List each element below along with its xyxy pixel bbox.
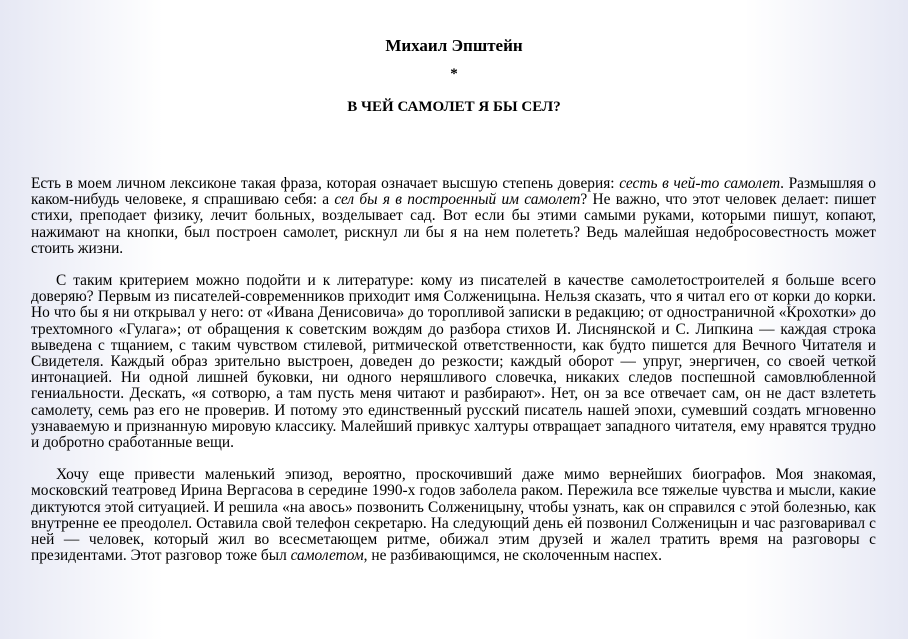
paragraph-2 [31, 273, 876, 451]
paragraph-1 [31, 176, 876, 257]
paragraph-text: Есть в моем личном лексиконе такая фраза, которая означает высшую степень доверия: [31, 175, 620, 192]
title-separator: * [450, 66, 458, 82]
italic-phrase: сел бы я в построенный им самолет [334, 191, 581, 209]
paragraph-text: . Размышляя о каком-нибудь человеке, я спрашиваю себя: а [31, 175, 876, 209]
italic-phrase: сесть в чей-то самолет [619, 175, 781, 192]
paragraph-text: С таким критерием можно подойти и к литературе: кому из писателей в качестве самолетостроителей я больше всего доверяю? Первым из писателей-современников приходит имя Солженицына. Нельзя сказать, что я читал его от корки до корки. Но что бы я ни открывал у него: от «Ивана Денисовича» до торопливой записки в редакцию; от одностраничной «Крохотки» до трехтомного «Гулага»; от обращения к советским вождям до разбора стихов И. Лиснянской и С. Липкина — каждая строка выведена с тщанием, с таким чувством стилевой, ритмической ответственности, как будто пишется для Вечного Читателя и Свидетеля. Каждый образ зрительно выстроен, доведен до резкости; каждый оборот — упруг, энергичен, со своей четкой интонацией. Ни одной лишней буковки, ни одного неряшливого словечка, никаких следов поспешной самовлюбленной гениальности. Дескать, «я сотворю, а там пусть меня читают и разбирают». Нет, он за все отвечает сам, он не даст взлететь самолету, семь раз его не проверив. И потому это единственный русский писатель нашей эпохи, сумевший создать мгновенно узнаваемую и признанную мировую классику. Малейший привкус халтуры отвращает западного читателя, ему нравятся трудно и добротно сработанные вещи. [31, 272, 876, 452]
article-body [31, 176, 876, 580]
author-name: Михаил Эпштейн [385, 36, 523, 55]
italic-phrase: самолетом [290, 547, 364, 565]
paragraph-text: Хочу еще привести маленький эпизод, вероятно, проскочивший даже мимо вернейших биографов. Моя знакомая, московский театровед Ирина Вергасова в середине 1990-х годов заболела раком. Пережила все тяжелые чувства и мысли, какие диктуются этой ситуацией. И решила «на авось» позвонить Солженицыну, чтобы узнать, как он справился с этой болезнью, как внутренне ее преодолел. Оставила свой телефон секретарю. На следующий день ей позвонил Солженицын и час разговаривал с ней — человек, который жил во всесметающем ритме, обижал этим друзей и жалел тратить время на разговоры с президентами. Этот разговор тоже был [31, 466, 876, 565]
paragraph-text: ? Не важно, что этот человек делает: пишет стихи, преподает физику, лечит больных, возделывает сад. Вот если бы этими самыми руками, которыми пишут, копают, нажимают на кнопки, был построен самолет, рискнул ли бы я на нем полететь? Ведь малейшая недобросовестность может стоить жизни. [31, 191, 877, 257]
article-title: В ЧЕЙ САМОЛЕТ Я БЫ СЕЛ? [347, 99, 561, 115]
paragraph-3 [31, 467, 876, 564]
paragraph-text: , не разбивающимся, не сколоченным наспех. [363, 547, 662, 565]
